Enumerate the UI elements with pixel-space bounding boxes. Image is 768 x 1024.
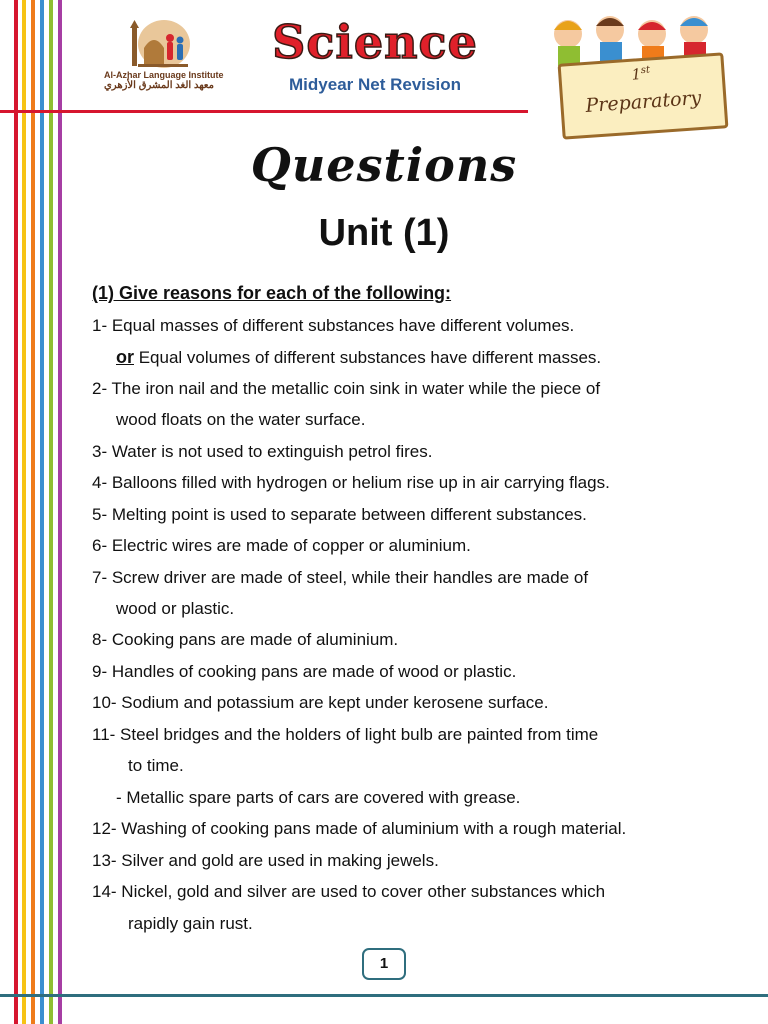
institute-name-en: Al-Azhar Language Institute <box>104 70 224 80</box>
question-line: wood or plastic. <box>116 599 235 618</box>
unit-title: Unit (1) <box>318 212 450 254</box>
question-line: 4- Balloons filled with hydrogen or helium rise up in air carrying flags. <box>92 473 610 492</box>
question-line: 3- Water is not used to extinguish petrol fires. <box>92 442 433 461</box>
grade-sign <box>558 52 729 139</box>
page-heading: Questions <box>250 138 518 192</box>
question-line: 11- Steel bridges and the holders of light bulb are painted from time <box>92 725 599 744</box>
header-rule <box>0 110 528 113</box>
revision-subtitle: Midyear Net Revision <box>289 75 461 94</box>
question-line: wood floats on the water surface. <box>116 410 366 429</box>
subject-title: Science <box>272 15 478 69</box>
question-line: 9- Handles of cooking pans are made of wood or plastic. <box>92 662 517 681</box>
question-line: or Equal volumes of different substances have different masses. <box>116 347 602 367</box>
question-line: 10- Sodium and potassium are kept under kerosene surface. <box>92 693 549 712</box>
section-title: (1) Give reasons for each of the following: <box>92 283 452 303</box>
question-line: 13- Silver and gold are used in making jewels. <box>92 851 439 870</box>
or-label: or <box>116 347 134 367</box>
grade-label: Preparatory <box>584 86 702 118</box>
question-line: 5- Melting point is used to separate between different substances. <box>92 505 587 524</box>
question-line: 12- Washing of cooking pans made of aluminium with a rough material. <box>92 819 627 838</box>
question-line: 6- Electric wires are made of copper or aluminium. <box>92 536 471 555</box>
grade-badge <box>530 10 740 136</box>
question-line: rapidly gain rust. <box>128 914 253 933</box>
question-line: - Metallic spare parts of cars are covered with grease. <box>116 788 521 807</box>
question-line: 7- Screw driver are made of steel, while their handles are made of <box>92 568 589 587</box>
mosque-family-icon <box>124 18 194 70</box>
institute-name-ar: معهد الغد المشرق الأزهري <box>103 80 214 91</box>
question-line: 2- The iron nail and the metallic coin sink in water while the piece of <box>92 379 601 398</box>
page-number: 1 <box>362 948 406 980</box>
footer-rule <box>0 994 768 997</box>
question-line: 1- Equal masses of different substances have different volumes. <box>92 316 575 335</box>
question-line: 14- Nickel, gold and silver are used to cover other substances which <box>92 882 606 901</box>
question-line: to time. <box>128 756 184 775</box>
question-line: 8- Cooking pans are made of aluminium. <box>92 630 399 649</box>
institute-logo <box>103 18 224 98</box>
grade-ordinal: 1st <box>630 64 651 84</box>
